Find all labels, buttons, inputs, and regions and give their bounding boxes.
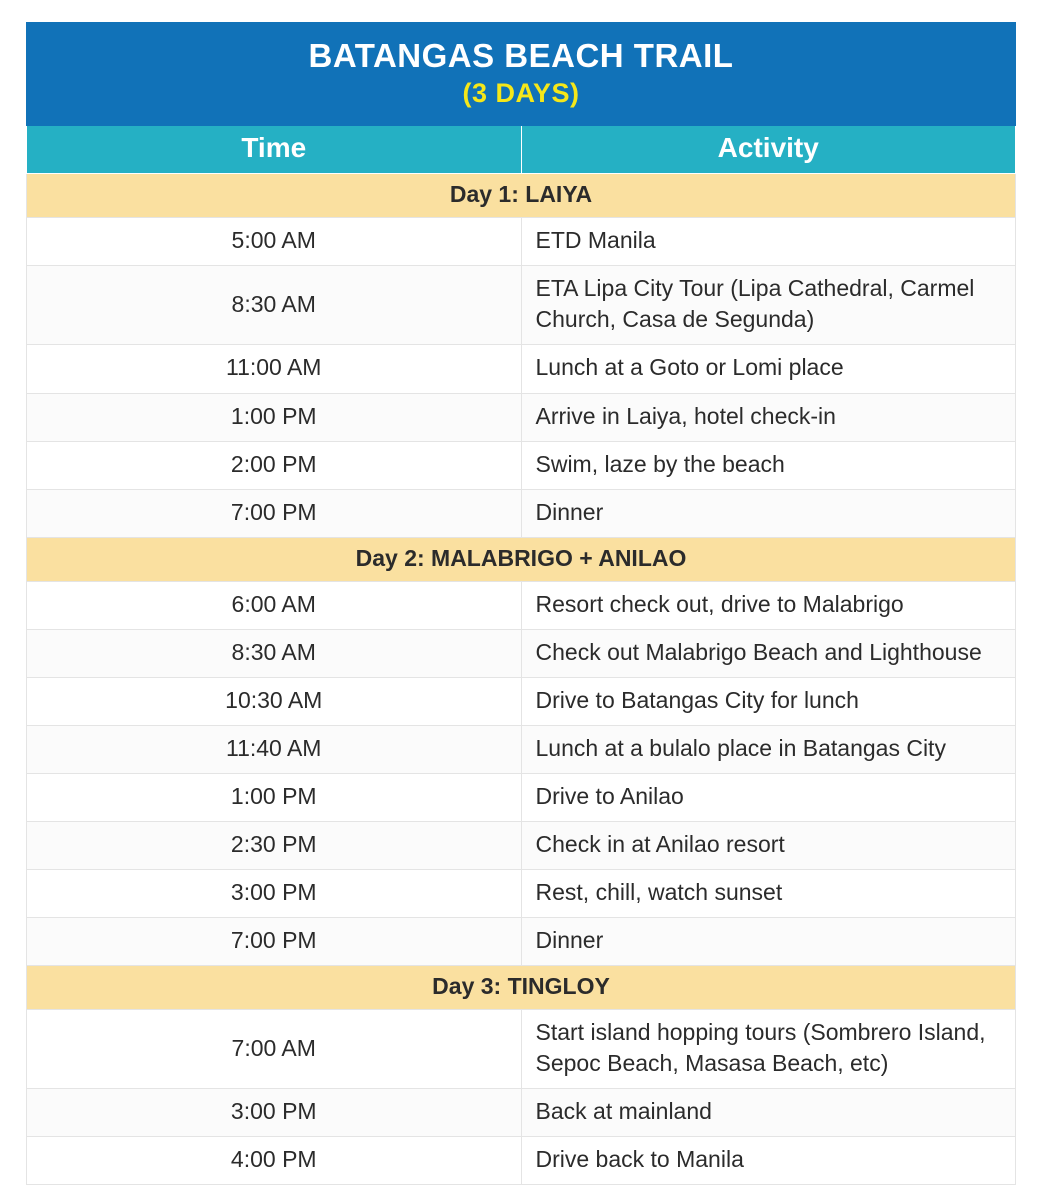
row-activity: Drive to Batangas City for lunch — [521, 677, 1016, 725]
row-activity: ETD Manila — [521, 218, 1016, 266]
table-row — [27, 1089, 1016, 1137]
row-activity: Dinner — [521, 489, 1016, 537]
page-subtitle: (3 DAYS) — [462, 77, 580, 108]
itinerary-body — [27, 23, 1016, 1185]
row-time: 2:30 PM — [27, 821, 522, 869]
row-activity: Check in at Anilao resort — [521, 821, 1016, 869]
day-header-row — [27, 537, 1016, 581]
day-label: Day 3: TINGLOY — [27, 966, 1016, 1010]
row-time: 7:00 PM — [27, 489, 522, 537]
row-activity: Swim, laze by the beach — [521, 441, 1016, 489]
row-activity: Rest, chill, watch sunset — [521, 869, 1016, 917]
row-activity: Start island hopping tours (Sombrero Island, Sepoc Beach, Masasa Beach, etc) — [521, 1010, 1016, 1089]
table-row — [27, 821, 1016, 869]
table-row — [27, 441, 1016, 489]
table-row — [27, 1010, 1016, 1089]
column-header-time: Time — [27, 126, 522, 174]
page-title: BATANGAS BEACH TRAIL — [308, 37, 734, 74]
table-row — [27, 629, 1016, 677]
row-activity: Drive to Anilao — [521, 773, 1016, 821]
title-row — [27, 23, 1016, 126]
table-row — [27, 345, 1016, 393]
table-row — [27, 725, 1016, 773]
day-label: Day 2: MALABRIGO + ANILAO — [27, 537, 1016, 581]
table-row — [27, 581, 1016, 629]
row-time: 1:00 PM — [27, 393, 522, 441]
table-row — [27, 266, 1016, 345]
title-cell — [27, 23, 1016, 126]
table-row — [27, 218, 1016, 266]
row-time: 1:00 PM — [27, 773, 522, 821]
row-time: 3:00 PM — [27, 869, 522, 917]
row-activity: Check out Malabrigo Beach and Lighthouse — [521, 629, 1016, 677]
row-activity: ETA Lipa City Tour (Lipa Cathedral, Carmel Church, Casa de Segunda) — [521, 266, 1016, 345]
row-time: 5:00 AM — [27, 218, 522, 266]
day-header-row — [27, 966, 1016, 1010]
itinerary-table — [26, 22, 1016, 1185]
row-activity: Resort check out, drive to Malabrigo — [521, 581, 1016, 629]
row-time: 11:00 AM — [27, 345, 522, 393]
table-row — [27, 1137, 1016, 1185]
day-header-row — [27, 174, 1016, 218]
row-time: 10:30 AM — [27, 677, 522, 725]
column-header-row — [27, 126, 1016, 174]
row-time: 3:00 PM — [27, 1089, 522, 1137]
row-time: 11:40 AM — [27, 725, 522, 773]
row-time: 8:30 AM — [27, 266, 522, 345]
row-activity: Arrive in Laiya, hotel check-in — [521, 393, 1016, 441]
row-activity: Back at mainland — [521, 1089, 1016, 1137]
day-label: Day 1: LAIYA — [27, 174, 1016, 218]
row-time: 7:00 PM — [27, 917, 522, 965]
table-row — [27, 677, 1016, 725]
row-time: 2:00 PM — [27, 441, 522, 489]
column-header-activity: Activity — [521, 126, 1016, 174]
row-activity: Lunch at a Goto or Lomi place — [521, 345, 1016, 393]
table-row — [27, 393, 1016, 441]
row-time: 4:00 PM — [27, 1137, 522, 1185]
table-row — [27, 489, 1016, 537]
row-activity: Dinner — [521, 917, 1016, 965]
row-activity: Lunch at a bulalo place in Batangas City — [521, 725, 1016, 773]
table-row — [27, 917, 1016, 965]
row-time: 6:00 AM — [27, 581, 522, 629]
row-time: 8:30 AM — [27, 629, 522, 677]
table-row — [27, 869, 1016, 917]
row-time: 7:00 AM — [27, 1010, 522, 1089]
table-row — [27, 773, 1016, 821]
row-activity: Drive back to Manila — [521, 1137, 1016, 1185]
